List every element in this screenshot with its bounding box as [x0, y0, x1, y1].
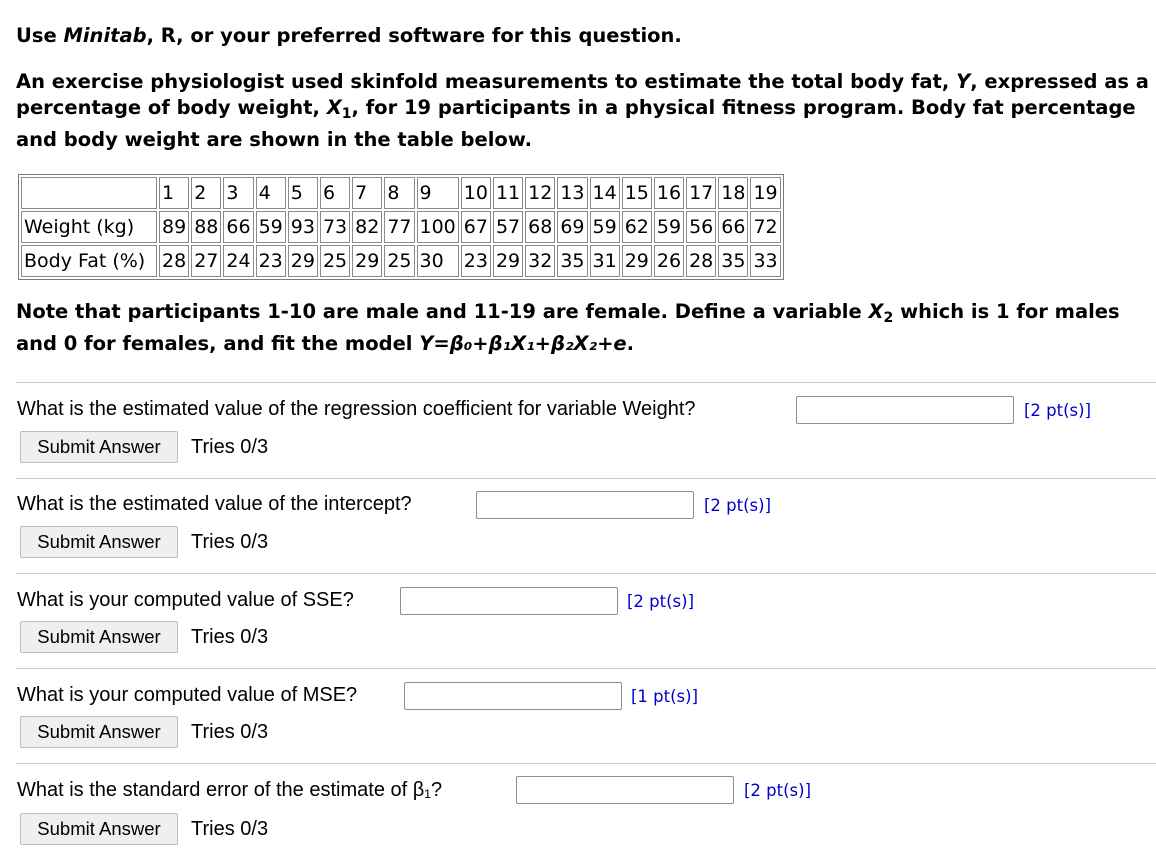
question-3-submit-button[interactable]: Submit Answer: [20, 621, 178, 653]
divider: [16, 382, 1156, 383]
participant-cell: 14: [590, 177, 620, 209]
problem-line-3: and body weight are shown in the table below.: [16, 128, 532, 151]
participant-cell: 3: [223, 177, 253, 209]
instruction-prefix: Use: [16, 24, 64, 47]
question-2-submit-button[interactable]: Submit Answer: [20, 526, 178, 558]
divider: [16, 478, 1156, 479]
participant-cell: 11: [493, 177, 523, 209]
participant-cell: 9: [417, 177, 459, 209]
instruction-text: [16, 24, 682, 47]
bodyfat-cell: 24: [223, 245, 253, 277]
participant-cell: 13: [557, 177, 587, 209]
weight-cell: 62: [622, 211, 652, 243]
question-2-answer-input[interactable]: [476, 491, 694, 519]
participant-cell: 19: [750, 177, 780, 209]
instruction-suffix: , R, or your preferred software for this question.: [146, 24, 682, 47]
bodyfat-cell: 33: [750, 245, 780, 277]
question-3-tries: Tries 0/3: [191, 626, 269, 648]
bodyfat-cell: 29: [352, 245, 382, 277]
note-x2-sub: 2: [883, 309, 894, 326]
divider: [16, 763, 1156, 764]
question-2-points: [2 pt(s)]: [704, 496, 772, 515]
question-5-points: [2 pt(s)]: [744, 781, 812, 800]
note-l2-b: .: [626, 332, 635, 355]
note-l1-a: Note that participants 1-10 are male and 11-19 are female. Define a variable: [16, 300, 869, 323]
weight-cell: 72: [750, 211, 780, 243]
problem-x-sub: 1: [341, 105, 352, 122]
weight-cell: 73: [320, 211, 350, 243]
participant-cell: 1: [159, 177, 189, 209]
instruction-software: Minitab: [63, 24, 147, 47]
bodyfat-cell: 28: [686, 245, 716, 277]
participant-cell: 10: [461, 177, 491, 209]
participant-row: [21, 177, 781, 209]
weight-cell: 67: [461, 211, 491, 243]
participant-cell: 7: [352, 177, 382, 209]
bodyfat-cell: 35: [718, 245, 748, 277]
problem-line-1: [16, 70, 1149, 93]
weight-row-label: Weight (kg): [21, 211, 157, 243]
bodyfat-cell: 32: [525, 245, 555, 277]
problem-l1-a: An exercise physiologist used skinfold measurements to estimate the total body fat,: [16, 70, 957, 93]
bodyfat-cell: 29: [493, 245, 523, 277]
question-4-text: What is your computed value of MSE?: [17, 684, 358, 706]
note-x2-var: X: [868, 300, 884, 323]
problem-line-2: [16, 96, 1136, 122]
problem-l1-b: , expressed as a: [970, 70, 1149, 93]
bodyfat-cell: 25: [320, 245, 350, 277]
question-4-tries: Tries 0/3: [191, 721, 269, 743]
bodyfat-cell: 30: [417, 245, 459, 277]
question-4-submit-button[interactable]: Submit Answer: [20, 716, 178, 748]
question-2-text: What is the estimated value of the intercept?: [17, 493, 412, 515]
weight-row: [21, 211, 781, 243]
participant-cell: 15: [622, 177, 652, 209]
divider: [16, 573, 1156, 574]
problem-l2-b: , for 19 participants in a physical fitness program. Body fat percentage: [351, 96, 1136, 119]
note-l1-b: which is 1 for males: [893, 300, 1120, 323]
bodyfat-cell: 23: [461, 245, 491, 277]
participant-cell: 16: [654, 177, 684, 209]
participant-cell: 17: [686, 177, 716, 209]
weight-cell: 88: [191, 211, 221, 243]
weight-cell: 100: [417, 211, 459, 243]
divider: [16, 668, 1156, 669]
data-table: [18, 174, 784, 280]
weight-cell: 66: [223, 211, 253, 243]
note-line-2: [16, 332, 634, 355]
bodyfat-cell: 25: [384, 245, 414, 277]
question-4-points: [1 pt(s)]: [631, 687, 699, 706]
bodyfat-cell: 31: [590, 245, 620, 277]
weight-cell: 68: [525, 211, 555, 243]
bodyfat-cell: 29: [288, 245, 318, 277]
problem-x-var: X: [326, 96, 342, 119]
question-3-text: What is your computed value of SSE?: [17, 589, 354, 611]
participant-cell: 4: [256, 177, 286, 209]
weight-cell: 89: [159, 211, 189, 243]
question-3-answer-input[interactable]: [400, 587, 618, 615]
weight-cell: 59: [256, 211, 286, 243]
problem-y-var: Y: [956, 70, 971, 93]
weight-cell: 59: [590, 211, 620, 243]
bodyfat-row: [21, 245, 781, 277]
weight-cell: 57: [493, 211, 523, 243]
weight-cell: 56: [686, 211, 716, 243]
question-1-points: [2 pt(s)]: [1024, 401, 1092, 420]
bodyfat-cell: 27: [191, 245, 221, 277]
bodyfat-cell: 35: [557, 245, 587, 277]
participant-cell: 5: [288, 177, 318, 209]
problem-l2-a: percentage of body weight,: [16, 96, 327, 119]
question-5-tries: Tries 0/3: [191, 818, 269, 840]
question-5-answer-input[interactable]: [516, 776, 734, 804]
question-4-answer-input[interactable]: [404, 682, 622, 710]
weight-cell: 66: [718, 211, 748, 243]
participant-cell: 18: [718, 177, 748, 209]
bodyfat-cell: 23: [256, 245, 286, 277]
note-line-1: [16, 300, 1120, 326]
note-model: Y=β₀+β₁X₁+β₂X₂+e: [419, 332, 627, 355]
question-1-submit-button[interactable]: Submit Answer: [20, 431, 178, 463]
weight-cell: 82: [352, 211, 382, 243]
bodyfat-cell: 26: [654, 245, 684, 277]
bodyfat-cell: 29: [622, 245, 652, 277]
participant-cell: 6: [320, 177, 350, 209]
question-5-text: What is the standard error of the estimate of β₁?: [17, 779, 443, 801]
weight-cell: 93: [288, 211, 318, 243]
participant-cell: 12: [525, 177, 555, 209]
participant-cell: 8: [384, 177, 414, 209]
participant-cell: 2: [191, 177, 221, 209]
question-1-answer-input[interactable]: [796, 396, 1014, 424]
weight-cell: 77: [384, 211, 414, 243]
question-1-text: What is the estimated value of the regression coefficient for variable Weight?: [17, 398, 696, 420]
question-3-points: [2 pt(s)]: [627, 592, 695, 611]
weight-cell: 59: [654, 211, 684, 243]
bodyfat-row-label: Body Fat (%): [21, 245, 157, 277]
table-corner-cell: [21, 177, 157, 209]
weight-cell: 69: [557, 211, 587, 243]
question-2-tries: Tries 0/3: [191, 531, 269, 553]
question-1-tries: Tries 0/3: [191, 436, 269, 458]
note-l2-a: and 0 for females, and fit the model: [16, 332, 420, 355]
bodyfat-cell: 28: [159, 245, 189, 277]
question-5-submit-button[interactable]: Submit Answer: [20, 813, 178, 845]
